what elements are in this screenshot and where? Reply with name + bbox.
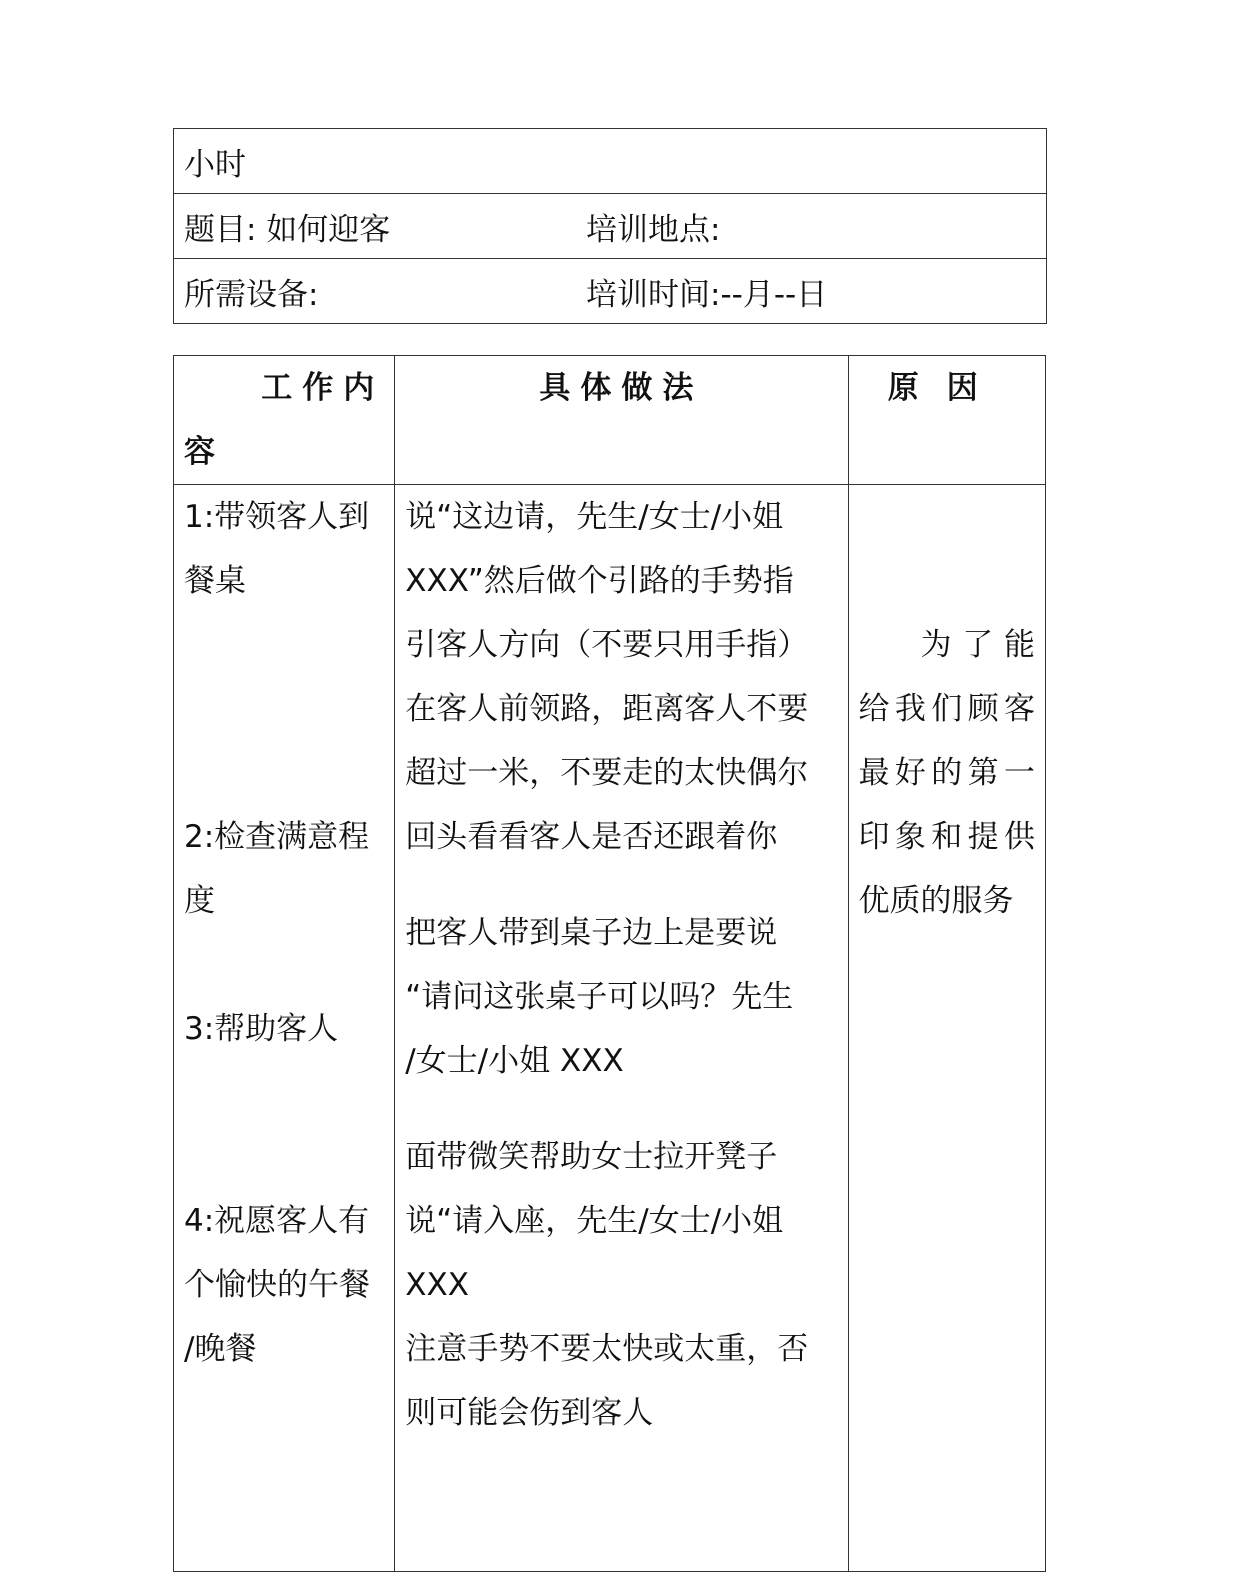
header-row (174, 356, 1046, 485)
work-item-1-line2: 餐桌 (184, 563, 246, 599)
work-item-4-line1: 4:祝愿客人有 (184, 1203, 370, 1239)
method-line-11: 说“请入座，先生/女士/小姐 (405, 1203, 784, 1239)
header-work-line2: 容 (184, 434, 225, 470)
method-line-8: “请问这张桌子可以吗？先生 (405, 979, 794, 1015)
method-line-2: XXX”然后做个引路的手势指 (405, 563, 794, 599)
duration-cell (174, 129, 1047, 194)
work-item-2-line1: 2:检查满意程 (184, 819, 370, 855)
header-reason: 原因 (848, 356, 1046, 485)
procedure-table (173, 355, 1046, 1572)
method-line-14: 则可能会伤到客人 (405, 1395, 654, 1431)
method-line-4: 在客人前领路，距离客人不要 (405, 691, 809, 727)
location-text: 培训地点: (586, 211, 721, 248)
duration-text: 小时 (184, 146, 246, 183)
method-line-7: 把客人带到桌子边上是要说 (405, 915, 778, 951)
equipment-time-cell (174, 259, 1047, 324)
method-line-6: 回头看看客人是否还跟着你 (405, 819, 778, 855)
body-row (174, 485, 1046, 1572)
work-item-4-line3: /晚餐 (184, 1331, 257, 1367)
reason-text: 为了能给我们顾客最好的第一印象和提供优质的服务 (858, 627, 1035, 919)
reason-cell (848, 485, 1046, 1572)
method-line-13: 注意手势不要太快或太重，否 (405, 1331, 809, 1367)
work-item-3: 3:帮助客人 (184, 1011, 339, 1047)
header-work-line1: 工作内 (261, 370, 385, 406)
method-line-5: 超过一米，不要走的太快偶尔 (405, 755, 809, 791)
method-line-3: 引客人方向（不要只用手指） (405, 627, 809, 663)
header-method: 具体做法 (395, 356, 848, 485)
method-cell (395, 485, 848, 1572)
work-item-2-line2: 度 (184, 883, 215, 919)
training-info-table (173, 128, 1047, 324)
topic-location-cell (174, 194, 1047, 259)
work-content-cell (174, 485, 395, 1572)
method-line-9: /女士/小姐 XXX (405, 1043, 624, 1079)
equipment-text: 所需设备: (184, 276, 319, 313)
work-item-1-line1: 1:带领客人到 (184, 499, 370, 535)
method-line-10: 面带微笑帮助女士拉开凳子 (405, 1139, 778, 1175)
topic-text: 题目: 如何迎客 (184, 211, 391, 248)
method-line-1: 说“这边请，先生/女士/小姐 (405, 499, 784, 535)
work-item-4-line2: 个愉快的午餐 (184, 1267, 370, 1303)
method-line-12: XXX (405, 1267, 469, 1303)
header-work-content (174, 356, 395, 485)
time-text: 培训时间:--月--日 (586, 276, 828, 313)
